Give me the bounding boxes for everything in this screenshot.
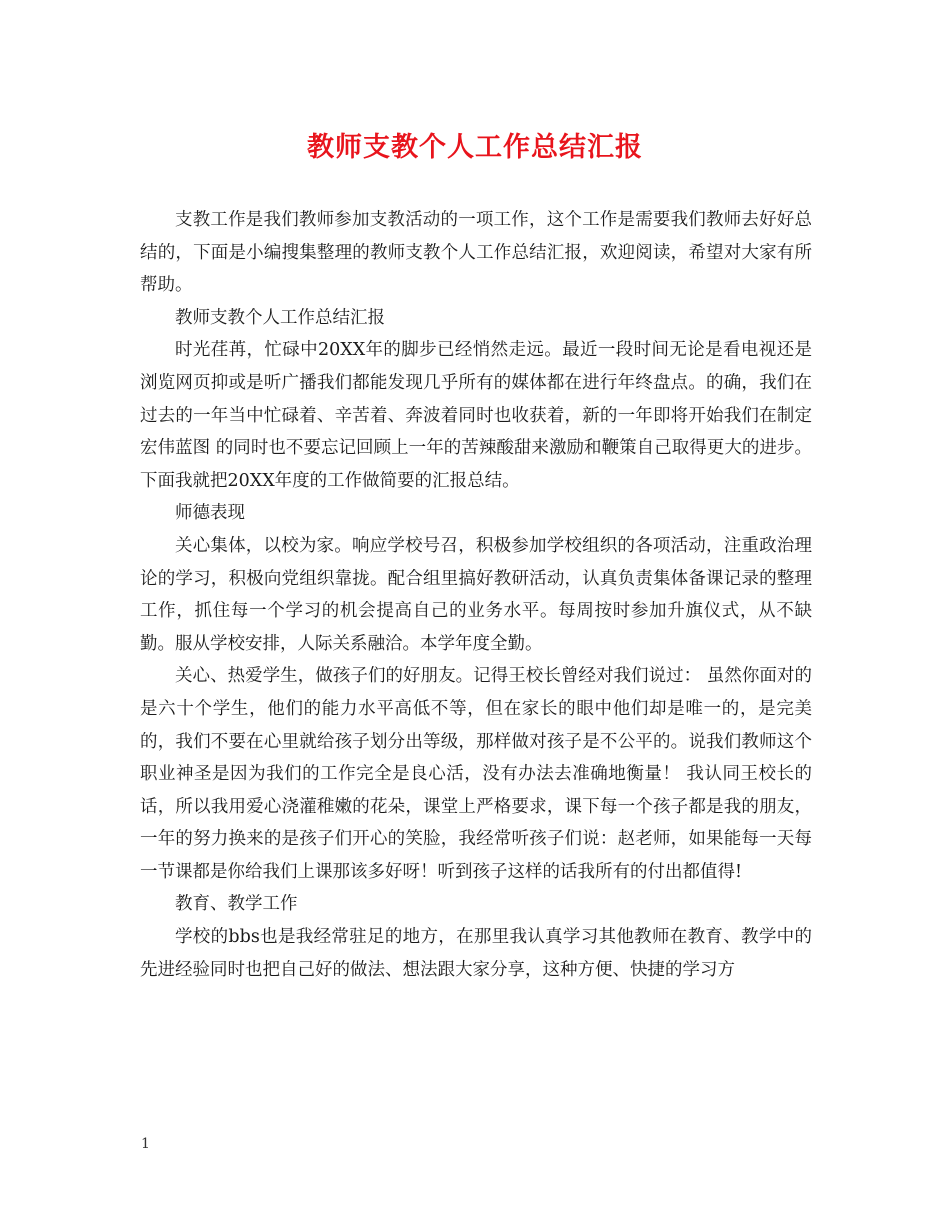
- paragraph-review: 时光荏苒，忙碌中20XX年的脚步已经悄然走远。最近一段时间无论是看电视还是浏览网页抑或是听广播我们都能发现几乎所有的媒体都在进行年终盘点。的确，我们在过去的一年当中忙碌着、辛苦着、奔波着同时也收获着，新的一年即将开始我们在制定 宏伟蓝图 的同时也不要忘记回顾上一年的苦辣酸甜来激励和鞭策自己取得更大的进步。下面我就把20XX年度的工作做简要的汇报总结。: [140, 340, 812, 491]
- section-heading-teaching: 教育、教学工作: [175, 894, 298, 915]
- section-subtitle: 教师支教个人工作总结汇报: [175, 307, 385, 328]
- paragraph-bbs: 学校的bbs也是我经常驻足的地方，在那里我认真学习其他教师在教育、教学中的先进经验同时也把自己好的做法、想法跟大家分享，这种方便、快捷的学习方: [140, 927, 812, 980]
- page-number: 1: [141, 1136, 150, 1152]
- paragraph-students: 关心、热爱学生，做孩子们的好朋友。记得王校长曾经对我们说过： 虽然你面对的是六十个学生，他们的能力水平高低不等，但在家长的眼中他们却是唯一的，是完美的，我们不要在心里就给孩子划分出等级，那样做对孩子是不公平的。说我们教师这个职业神圣是因为我们的工作完全是良心活，没有办法去准确地衡量！ 我认同王校长的话，所以我用爱心浇灌稚嫩的花朵，课堂上严格要求，课下每一个孩子都是我的朋友，一年的努力换来的是孩子们开心的笑脸，我经常听孩子们说：赵老师，如果能每一天每一节课都是你给我们上课那该多好呀！听到孩子这样的话我所有的付出都值得!: [140, 666, 812, 882]
- document-title: 教师支教个人工作总结汇报: [307, 132, 643, 163]
- intro-paragraph: 支教工作是我们教师参加支教活动的一项工作，这个工作是需要我们教师去好好总结的，下面是小编搜集整理的教师支教个人工作总结汇报，欢迎阅读，希望对大家有所帮助。: [140, 210, 812, 296]
- paragraph-collective: 关心集体，以校为家。响应学校号召，积极参加学校组织的各项活动，注重政治理论的学习，积极向党组织靠拢。配合组里搞好教研活动，认真负责集体备课记录的整理工作，抓住每一个学习的机会提高自己的业务水平。每周按时参加升旗仪式，从不缺勤。服从学校安排，人际关系融洽。本学年度全勤。: [140, 535, 812, 654]
- document-body: [140, 204, 812, 986]
- section-heading-ethics: 师德表现: [175, 503, 245, 524]
